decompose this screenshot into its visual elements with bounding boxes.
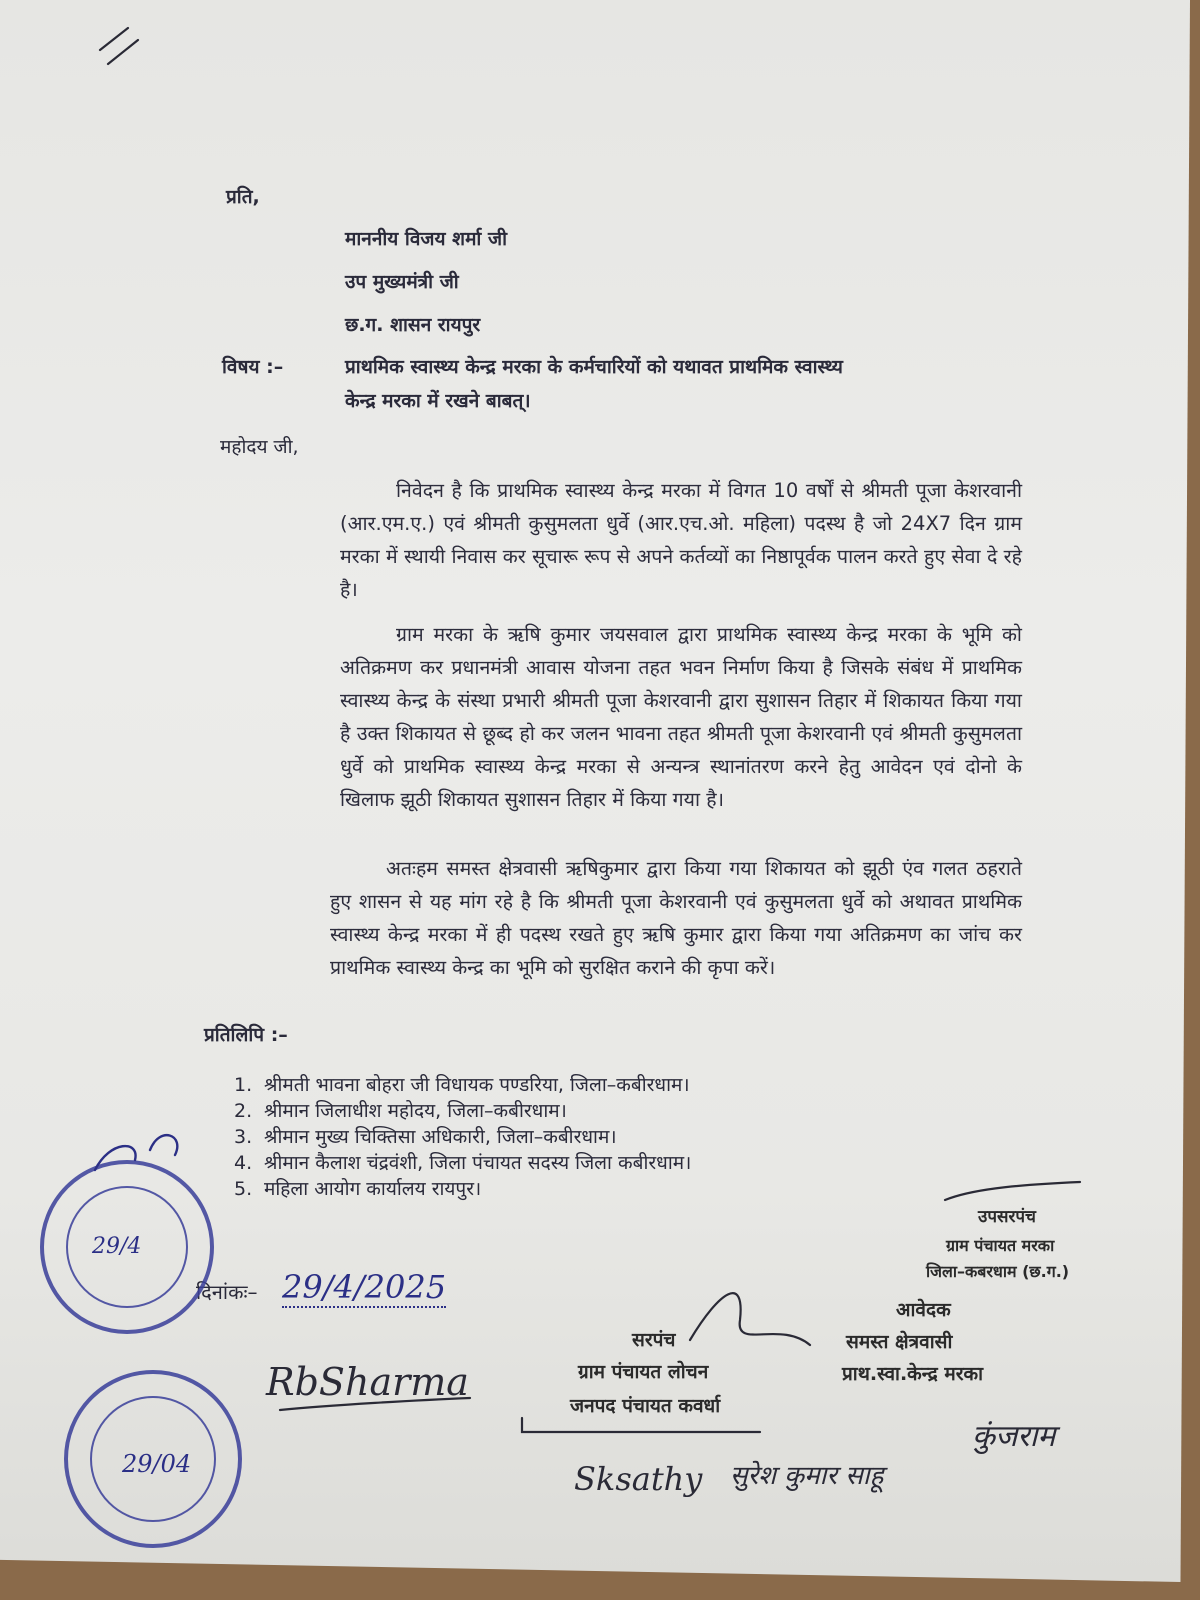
stamp-date-1: 29/4 (92, 1234, 142, 1259)
list-item-number: 3. (234, 1126, 253, 1148)
applicant-title: आवेदक (896, 1299, 951, 1321)
addressee-line-3: छ.ग. शासन रायपुर (345, 314, 481, 336)
applicant-place: प्राथ.स्वा.केन्द्र मरका (842, 1363, 983, 1385)
date-label: दिनांकः– (196, 1280, 258, 1304)
upsarpanch-district: जिला–कबरधाम (छ.ग.) (926, 1262, 1070, 1281)
list-item-number: 4. (234, 1152, 253, 1174)
list-item-text: श्रीमती भावना बोहरा जी विधायक पण्डरिया, जिला–कबीरधाम। (264, 1074, 690, 1096)
applicant-group: समस्त क्षेत्रवासी (846, 1331, 953, 1353)
subject-line-2: केन्द्र मरका में रखने बाबत्। (345, 390, 531, 412)
sarpanch-panchayat: ग्राम पंचायत लोचन (578, 1361, 709, 1383)
sarpanch-title: सरपंच (632, 1329, 676, 1351)
copy-label: प्रतिलिपि :– (204, 1024, 288, 1046)
date-value: 29/4/2025 (282, 1268, 447, 1306)
sarpanch-signature-stroke (690, 1293, 810, 1345)
list-item-number: 1. (234, 1074, 253, 1096)
upsarpanch-signature-stroke (945, 1182, 1080, 1200)
sarpanch-janpad: जनपद पंचायत कवर्धा (570, 1395, 721, 1417)
paragraph-3-text: अतःहम समस्त क्षेत्रवासी ऋषिकुमार द्वारा किया गया शिकायत को झूठी एंव गलत ठहराते हुए शासन से यह मांग रहे है कि श्रीमती पूजा केशरवानी एवं कुसुमलता धुर्वे को अथावत प्राथमिक स्वास्थ्य केन्द्र मरका में ही पदस्थ रखते हुए ऋषि कुमार द्वारा किया गया अतिक्रमण का जांच कर प्राथमिक स्वास्थ्य केन्द्र का भूमि को सुरक्षित कराने की कृपा करें। (330, 857, 1022, 979)
corner-strokes (100, 28, 138, 64)
list-item-text: महिला आयोग कार्यालय रायपुर। (264, 1178, 482, 1200)
list-item-number: 5. (234, 1178, 253, 1200)
subject-label: विषय :– (222, 356, 284, 378)
upsarpanch-title: उपसरपंच (978, 1207, 1036, 1227)
addressee-line-1: माननीय विजय शर्मा जी (345, 228, 507, 250)
rbsharma-underline (280, 1398, 470, 1410)
sarpanch-seal-bracket (522, 1418, 760, 1432)
salutation: महोदय जी, (220, 436, 299, 458)
list-item-text: श्रीमान कैलाश चंद्रवंशी, जिला पंचायत सदस्य जिला कबीरधाम। (264, 1152, 692, 1174)
paragraph-1-text: निवेदन है कि प्राथमिक स्वास्थ्य केन्द्र मरका में विगत 10 वर्षों से श्रीमती पूजा केशरवानी (आर.एम.ए.) एवं श्रीमती कुसुमलता धुर्वे (आर.एच.ओ. महिला) पदस्थ है जो 24X7 दिन ग्राम मरका में स्थायी निवास कर सूचारू रूप से अपने कर्तव्यों का निष्ठापूर्वक पालन करते हुए सेवा दे रहे है। (340, 479, 1022, 601)
subject-line-1: प्राथमिक स्वास्थ्य केन्द्र मरका के कर्मचारियों को यथावत प्राथमिक स्वास्थ्य (345, 356, 843, 378)
signature-kunjram: कुंजराम (972, 1419, 1056, 1454)
signature-sksathy: Sksathy (574, 1460, 703, 1498)
list-item-text: श्रीमान जिलाधीश महोदय, जिला–कबीरधाम। (264, 1100, 567, 1122)
addressee-line-2: उप मुख्यमंत्री जी (345, 271, 459, 293)
paragraph-2-text: ग्राम मरका के ऋषि कुमार जयसवाल द्वारा प्राथमिक स्वास्थ्य केन्द्र मरका के भूमि को अतिक्रमण कर प्रधानमंत्री आवास योजना तहत भवन निर्माण किया है जिसके संबंध में प्राथमिक स्वास्थ्य केन्द्र के संस्था प्रभारी श्रीमती पूजा केशरवानी द्वारा सुशासन तिहार में शिकायत किया गया है उक्त शिकायत से छूब्द हो कर जलन भावना तहत श्रीमती पूजा केशरवानी एवं श्रीमती कुसुमलता धुर्वे को प्राथमिक स्वास्थ्य केन्द्र मरका से अन्यन्त्र स्थानांतरण करने हेतु आवेदन एवं दोनो के खिलाफ झूठी शिकायत सुशासन तिहार में किया गया है। (340, 623, 1022, 811)
signature-rbsharma: RbSharma (266, 1360, 469, 1404)
signature-suresh: सुरेश कुमार साहू (730, 1461, 884, 1491)
stamp-date-2: 29/04 (122, 1450, 192, 1478)
upsarpanch-panchayat: ग्राम पंचायत मरका (946, 1236, 1055, 1255)
list-item-number: 2. (234, 1100, 253, 1122)
prati-label: प्रति, (226, 186, 260, 208)
list-item-text: श्रीमान मुख्य चिक्तिसा अधिकारी, जिला–कबीरधाम। (264, 1126, 617, 1148)
initials-mark (95, 1135, 177, 1170)
